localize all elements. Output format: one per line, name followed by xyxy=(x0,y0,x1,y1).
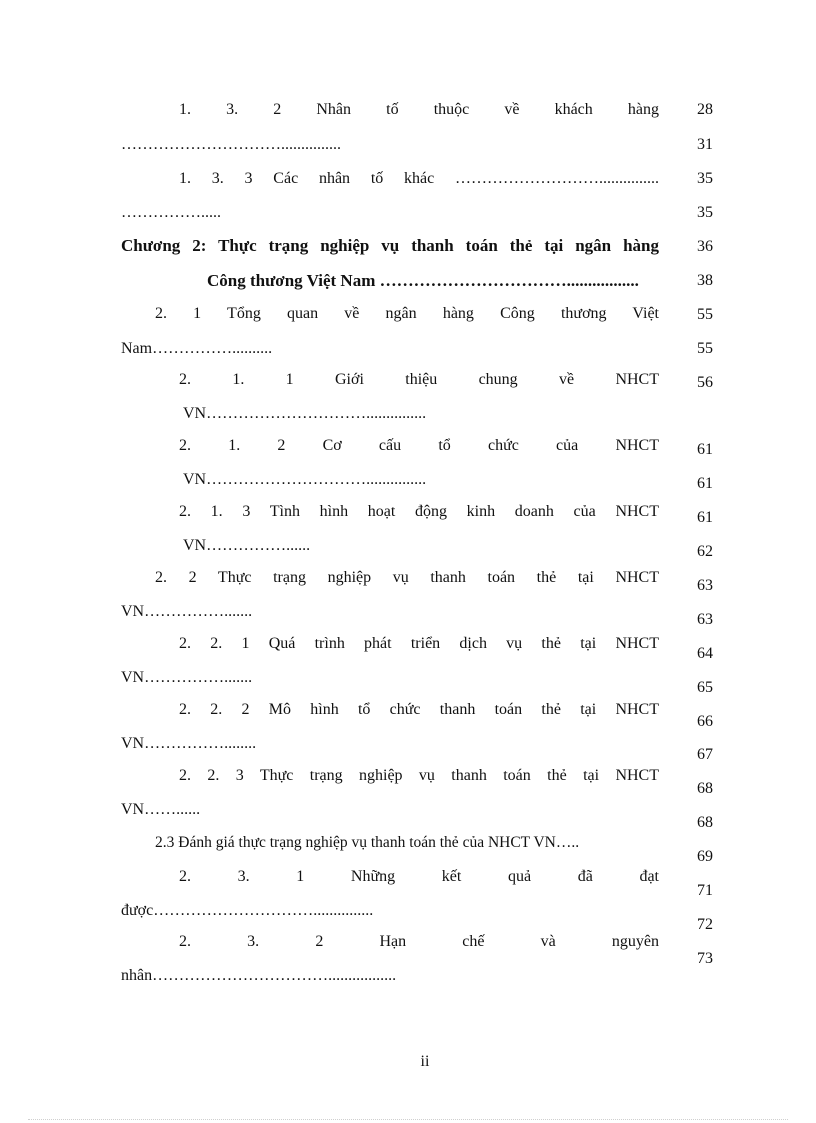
toc-page-number: 66 xyxy=(697,713,713,730)
toc-page-number: 56 xyxy=(697,374,713,391)
toc-page-number: 72 xyxy=(697,916,713,933)
toc-page-number: 38 xyxy=(697,272,713,289)
toc-entry-1-3-2: 1. 3. 2 Nhân tố thuộc về khách hàng xyxy=(179,101,659,118)
toc-page-number: 67 xyxy=(697,746,713,763)
toc-page-number: 73 xyxy=(697,950,713,967)
toc-page-number: 63 xyxy=(697,611,713,628)
toc-entry-2-2-leader: VN……………....... xyxy=(121,603,253,620)
toc-entry-2-3-2: 2. 3. 2 Hạn chế và nguyên xyxy=(179,933,659,950)
toc-entry-2-1-2-leader: VN…………………………............... xyxy=(183,471,427,488)
toc-entry-2-1-leader: Nam…………….......... xyxy=(121,340,273,357)
toc-entry-2-2-1: 2. 2. 1 Quá trình phát triển dịch vụ thẻ tại NHCT xyxy=(179,635,659,652)
toc-entry-2-3-2-leader: nhân……………………………................. xyxy=(121,967,397,984)
toc-page-number: 31 xyxy=(697,136,713,153)
toc-entry-2-1-3: 2. 1. 3 Tình hình hoạt động kinh doanh của NHCT xyxy=(179,503,659,520)
toc-entry-2-3-1-leader: được…………………………............... xyxy=(121,902,374,919)
toc-entry-2-2-3-leader: VN……...... xyxy=(121,801,201,818)
toc-entry-2-3-1: 2. 3. 1 Những kết quả đã đạt xyxy=(179,868,659,885)
toc-page-number: 61 xyxy=(697,509,713,526)
toc-chapter-2-title: Chương 2: Thực trạng nghiệp vụ thanh toán thẻ tại ngân hàng xyxy=(121,236,659,255)
toc-entry-2-1-2: 2. 1. 2 Cơ cấu tổ chức của NHCT xyxy=(179,437,659,454)
toc-entry-1-3-2-leader: …………………………............... xyxy=(121,136,341,153)
toc-entry-2-2-2-leader: VN……………........ xyxy=(121,735,257,752)
toc-page-number: 61 xyxy=(697,441,713,458)
toc-entry-2-1: 2. 1 Tổng quan về ngân hàng Công thương Việt xyxy=(155,305,659,322)
toc-chapter-2-title-cont: Công thương Việt Nam ……………………………................. xyxy=(207,271,639,290)
toc-page-number: 28 xyxy=(697,101,713,118)
toc-entry-2-1-1-leader: VN…………………………............... xyxy=(183,405,427,422)
toc-page-number: 65 xyxy=(697,679,713,696)
toc-entry-2-2: 2. 2 Thực trạng nghiệp vụ thanh toán thẻ tại NHCT xyxy=(155,569,659,586)
toc-entry-2-1-1: 2. 1. 1 Giới thiệu chung về NHCT xyxy=(179,371,659,388)
toc-page-number: 68 xyxy=(697,780,713,797)
toc-page-number: 63 xyxy=(697,577,713,594)
toc-entry-2-2-2: 2. 2. 2 Mô hình tổ chức thanh toán thẻ tại NHCT xyxy=(179,701,659,718)
toc-page-number: 64 xyxy=(697,645,713,662)
toc-page-number: 55 xyxy=(697,340,713,357)
toc-page-number: 61 xyxy=(697,475,713,492)
toc-page-number: 35 xyxy=(697,204,713,221)
toc-entry-2-2-1-leader: VN……………....... xyxy=(121,669,253,686)
toc-page-number: 69 xyxy=(697,848,713,865)
toc-entry-2-1-3-leader: VN……………...... xyxy=(183,537,311,554)
toc-entry-1-3-3-leader: ……………..... xyxy=(121,204,221,221)
toc-page-number: 62 xyxy=(697,543,713,560)
toc-page-number: 36 xyxy=(697,238,713,255)
toc-page-number: 35 xyxy=(697,170,713,187)
toc-page-number: 71 xyxy=(697,882,713,899)
toc-entry-2-3: 2.3 Đánh giá thực trạng nghiệp vụ thanh toán thẻ của NHCT VN….. xyxy=(155,834,580,851)
footer-divider xyxy=(28,1119,788,1120)
footer-page-number: ii xyxy=(420,1053,430,1070)
toc-page-number: 55 xyxy=(697,306,713,323)
toc-page-number: 68 xyxy=(697,814,713,831)
toc-entry-2-2-3: 2. 2. 3 Thực trạng nghiệp vụ thanh toán thẻ tại NHCT xyxy=(179,767,659,784)
toc-entry-1-3-3: 1. 3. 3 Các nhân tố khác ………………………............... xyxy=(179,170,659,187)
